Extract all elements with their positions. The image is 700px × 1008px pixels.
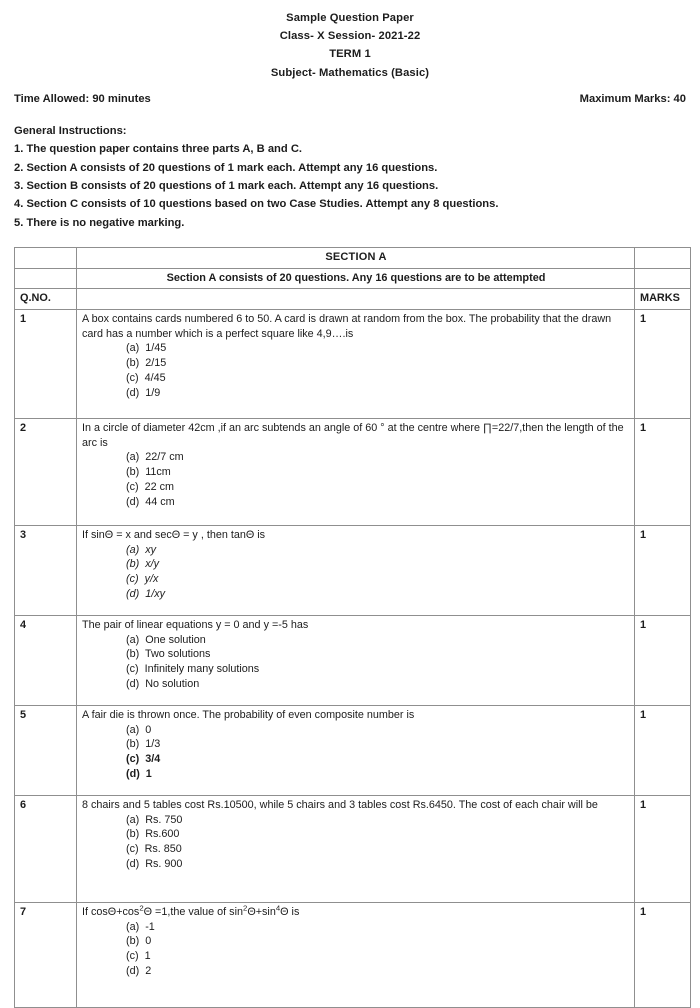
instruction-item-5: 5. There is no negative marking. (14, 216, 185, 229)
instruction-item-2: 2. Section A consists of 20 questions of 1 mark each. Attempt any 16 questions. (14, 161, 438, 174)
question-option[interactable]: (a) -1 (126, 920, 155, 933)
question-body-cell (77, 902, 635, 1007)
question-row (15, 525, 691, 615)
question-stem: If sinΘ = x and secΘ = y , then tanΘ is (82, 528, 266, 541)
question-number-cell: 3 (15, 525, 77, 615)
question-option[interactable]: (d) 1 (126, 767, 152, 780)
question-option[interactable]: (a) 0 (126, 723, 152, 736)
question-stem: A box contains cards numbered 6 to 50. A card is drawn at random from the box. The probability that the drawn card has a number which is a perfect square like 4,9….is (82, 312, 612, 340)
question-marks-cell: 1 (635, 615, 691, 705)
question-option[interactable]: (a) Rs. 750 (126, 813, 183, 826)
question-row (15, 705, 691, 795)
question-body-cell (77, 705, 635, 795)
question-row (15, 309, 691, 418)
question-table-body (15, 248, 691, 1008)
question-options (82, 450, 630, 509)
section-title-qno-cell (15, 248, 77, 269)
question-row (15, 902, 691, 1007)
question-option[interactable]: (d) Rs. 900 (126, 857, 183, 870)
question-option[interactable]: (b) 11cm (126, 466, 171, 479)
instruction-item-1: 1. The question paper contains three parts A, B and C. (14, 143, 303, 156)
question-number-cell: 2 (15, 418, 77, 525)
question-option[interactable]: (b) Two solutions (126, 648, 211, 661)
question-option[interactable]: (d) 44 cm (126, 495, 175, 508)
question-body-cell (77, 309, 635, 418)
question-body-cell (77, 418, 635, 525)
question-number-cell: 4 (15, 615, 77, 705)
question-marks-cell: 1 (635, 795, 691, 902)
question-option[interactable]: (b) x/y (126, 558, 159, 571)
question-marks-cell: 1 (635, 525, 691, 615)
question-body-cell (77, 525, 635, 615)
question-row (15, 795, 691, 902)
header-title-line4: Subject- Mathematics (Basic) (270, 66, 430, 79)
question-body-cell (77, 795, 635, 902)
question-option[interactable]: (b) Rs.600 (126, 828, 180, 841)
question-body-cell (77, 615, 635, 705)
header-title-line1: Sample Question Paper (286, 12, 414, 24)
question-option[interactable]: (b) 0 (126, 935, 152, 948)
instruction-item-4: 4. Section C consists of 10 questions based on two Case Studies. Attempt any 8 questions. (14, 198, 499, 211)
question-marks-cell: 1 (635, 418, 691, 525)
question-options (82, 920, 630, 979)
general-instructions (0, 122, 700, 232)
question-option[interactable]: (a) 1/45 (126, 342, 167, 355)
instructions-title: General Instructions: (14, 124, 127, 137)
question-row (15, 615, 691, 705)
instruction-item-3: 3. Section B consists of 20 questions of 1 mark each. Attempt any 16 questions. (14, 180, 439, 193)
question-option[interactable]: (d) 2 (126, 964, 152, 977)
question-stem: A fair die is thrown once. The probability of even composite number is (82, 708, 415, 721)
question-option[interactable]: (c) 1 (126, 950, 151, 963)
question-option[interactable]: (c) 4/45 (126, 371, 166, 384)
question-option[interactable]: (c) 22 cm (126, 480, 174, 493)
column-header-qno: Q.NO. (15, 289, 77, 310)
section-subtitle-marks-cell (635, 268, 691, 289)
section-title-row (15, 248, 691, 269)
header-title-line2: Class- X Session- 2021-22 (279, 30, 421, 43)
section-title-text: SECTION A (77, 248, 635, 269)
question-marks-cell: 1 (635, 705, 691, 795)
question-stem: If $\cos\Theta+\cos^2\Theta =1,the$ value of $\sin^2\Theta+\sin^4\Theta$ is (82, 903, 300, 918)
question-options (82, 813, 630, 872)
section-title-marks-cell (635, 248, 691, 269)
column-header-question (77, 289, 635, 310)
section-subtitle-text: Section A consists of 20 questions. Any 16 questions are to be attempted (77, 268, 635, 289)
document-header (0, 9, 700, 82)
question-option[interactable]: (a) One solution (126, 633, 206, 646)
question-option[interactable]: (d) 1/9 (126, 386, 161, 399)
question-option[interactable]: (d) No solution (126, 677, 200, 690)
maximum-marks-label: Maximum Marks: 40 (579, 92, 686, 105)
question-marks-cell: 1 (635, 902, 691, 1007)
question-stem: In a circle of diameter 42cm ,if an arc subtends an angle of 60 ° at the centre where ∏=22/7,then the length of the arc is (82, 421, 624, 449)
question-options (82, 341, 630, 400)
question-number-cell: 1 (15, 309, 77, 418)
question-row (15, 418, 691, 525)
section-subtitle-qno-cell (15, 268, 77, 289)
header-title-line3: TERM 1 (329, 48, 371, 61)
question-number-cell: 6 (15, 795, 77, 902)
question-number-cell: 5 (15, 705, 77, 795)
section-subtitle-row (15, 268, 691, 289)
exam-meta-row (0, 91, 700, 107)
question-option[interactable]: (c) 3/4 (126, 753, 161, 766)
column-header-row (15, 289, 691, 310)
question-option[interactable]: (c) Infinitely many solutions (126, 663, 260, 676)
question-options (82, 723, 630, 782)
question-options (82, 543, 630, 602)
question-option[interactable]: (c) y/x (126, 573, 159, 586)
column-header-marks: MARKS (635, 289, 691, 310)
question-stem: 8 chairs and 5 tables cost Rs.10500, while 5 chairs and 3 tables cost Rs.6450. The cost of each chair will be (82, 798, 598, 811)
section-a-question-table (14, 247, 691, 1008)
question-option[interactable]: (d) 1/xy (126, 587, 165, 600)
question-options (82, 633, 630, 692)
question-marks-cell: 1 (635, 309, 691, 418)
question-option[interactable]: (c) Rs. 850 (126, 843, 182, 856)
question-option[interactable]: (b) 1/3 (126, 738, 161, 751)
question-option[interactable]: (a) 22/7 cm (126, 451, 184, 464)
question-option[interactable]: (a) xy (126, 543, 156, 556)
question-stem: The pair of linear equations y = 0 and y =-5 has (82, 618, 309, 631)
question-number-cell: 7 (15, 902, 77, 1007)
question-option[interactable]: (b) 2/15 (126, 357, 167, 370)
time-allowed-label: Time Allowed: 90 minutes (14, 92, 151, 105)
